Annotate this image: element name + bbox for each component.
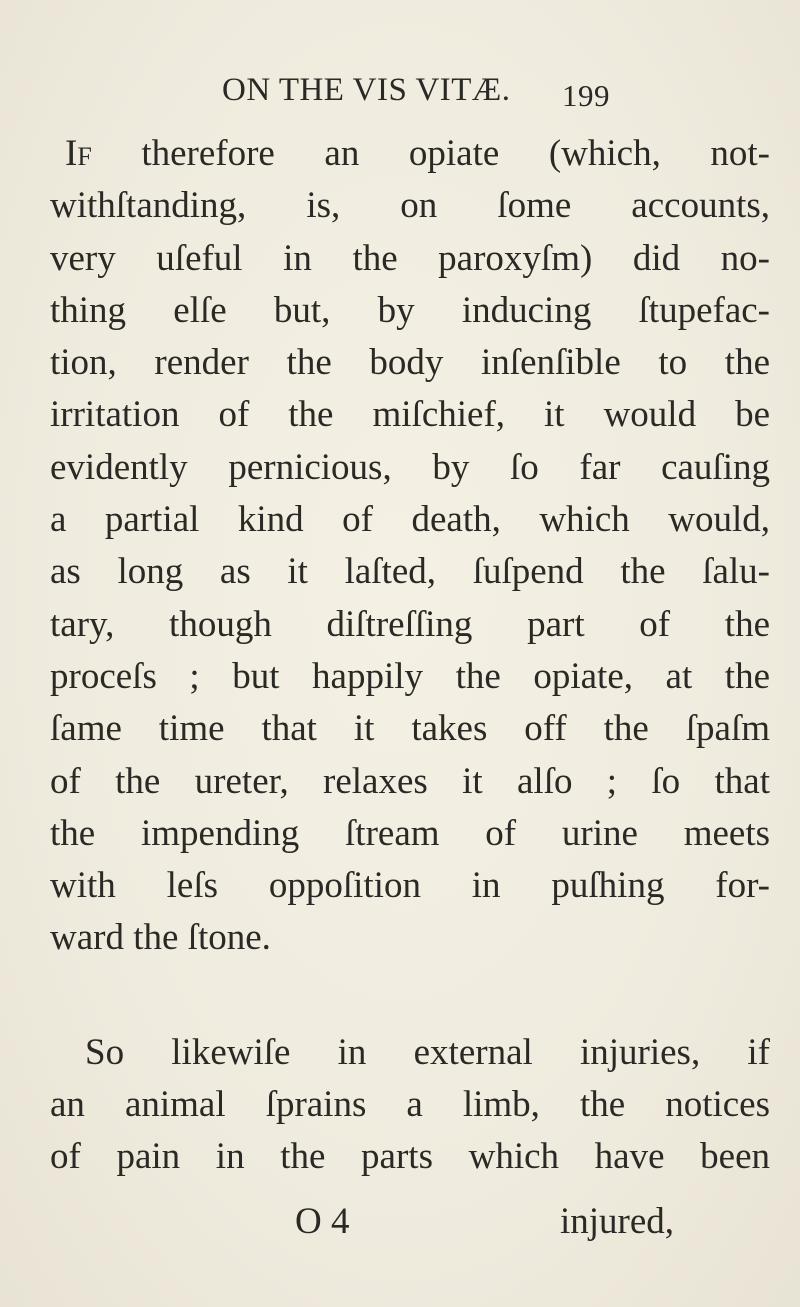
- first-line-rest: therefore an opiate (which, not-: [91, 133, 770, 174]
- text-line: tion, render the body inſenſible to the: [50, 342, 770, 384]
- text-line: with leſs oppoſition in puſhing for-: [50, 865, 770, 907]
- text-line: a partial kind of death, which would,: [50, 499, 770, 541]
- text-line: ward the ſtone.: [50, 917, 271, 959]
- text-line: as long as it laſted, ſuſpend the ſalu-: [50, 551, 770, 593]
- page-footer: [0, 1200, 800, 1254]
- text-line: of the ureter, relaxes it alſo ; ſo that: [50, 760, 770, 802]
- paragraph-gap: [50, 965, 770, 1027]
- text-line: So likewiſe in external injuries, if: [85, 1031, 770, 1073]
- running-head: ON THE VIS VITÆ.: [222, 72, 511, 108]
- text-line: very uſeful in the paroxyſm) did no-: [50, 237, 770, 279]
- page-header: [222, 72, 642, 122]
- signature-mark: O 4: [295, 1201, 350, 1242]
- text-line: irritation of the miſchief, it would be: [50, 394, 770, 436]
- body-text: [50, 128, 770, 1184]
- text-line: proceſs ; but happily the opiate, at the: [50, 655, 770, 697]
- text-line: evidently pernicious, by ſo far cauſing: [50, 446, 770, 488]
- catchword: injured,: [560, 1201, 675, 1242]
- text-line: the impending ſtream of urine meets: [50, 812, 770, 854]
- text-line: of pain in the parts which have been: [50, 1136, 770, 1178]
- text-line: ſame time that it takes off the ſpaſm: [50, 708, 770, 750]
- text-line: tary, though diſtreſſing part of the: [50, 603, 770, 645]
- text-line: an animal ſprains a limb, the notices: [50, 1084, 770, 1126]
- paragraph-1: [50, 128, 770, 965]
- page-number: 199: [562, 78, 610, 113]
- text-line: [50, 128, 770, 180]
- text-line: withſtanding, is, on ſome accounts,: [50, 185, 770, 227]
- text-line: thing elſe but, by inducing ſtupefac-: [50, 289, 770, 331]
- lead-word: If: [65, 133, 92, 174]
- paragraph-2: [50, 1027, 770, 1184]
